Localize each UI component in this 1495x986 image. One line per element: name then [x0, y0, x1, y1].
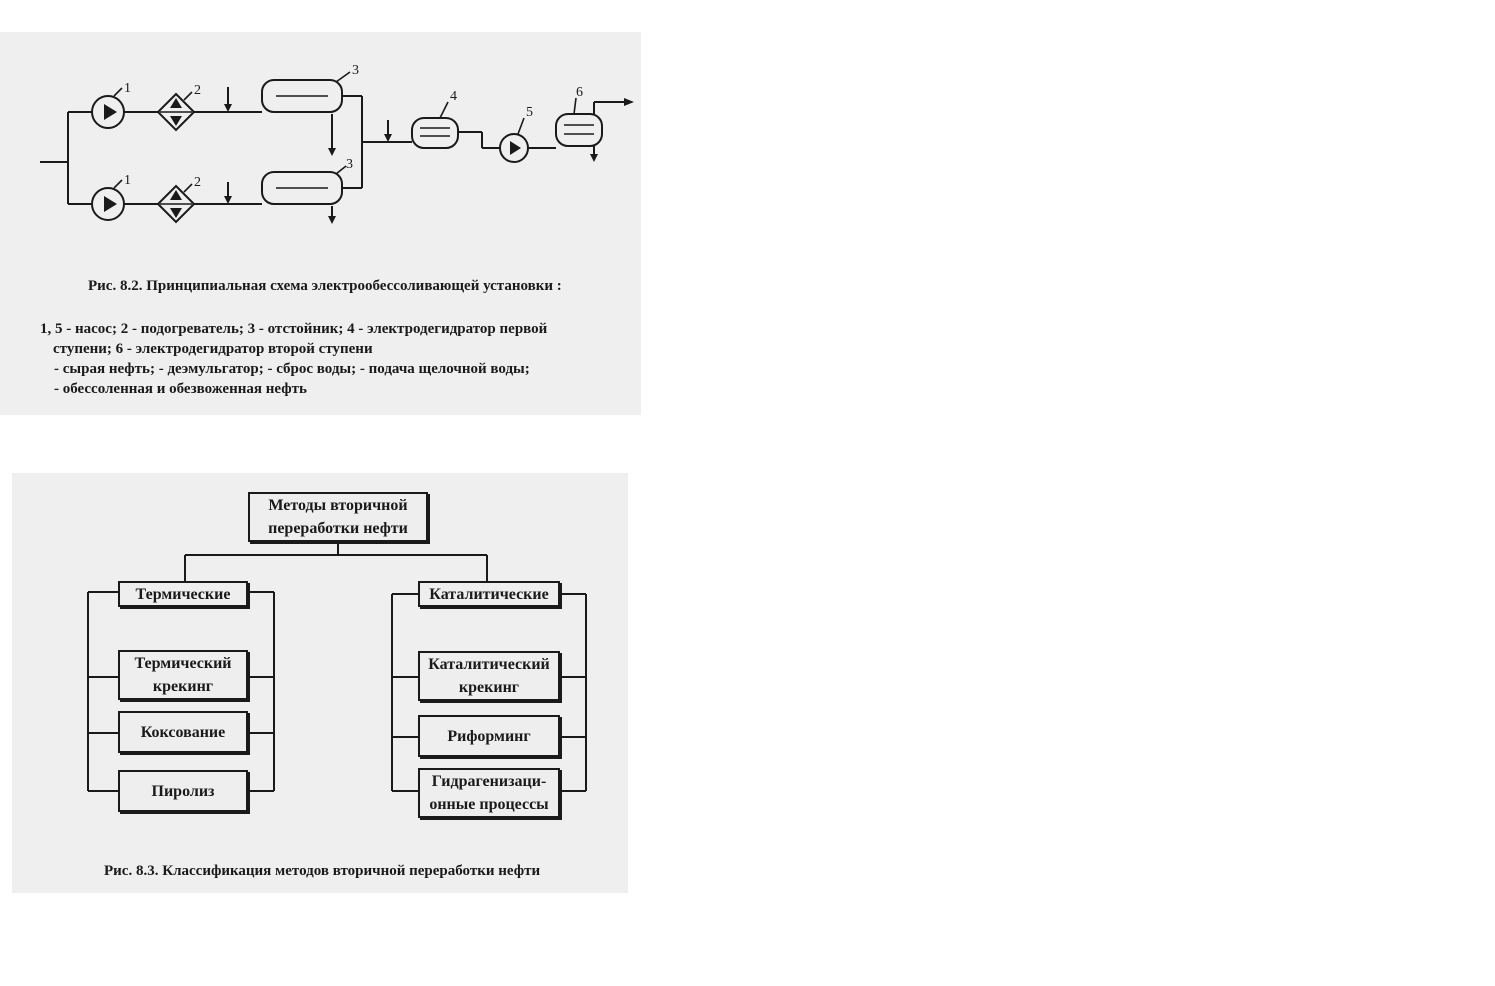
- catalytic-item-3: Гидрагенизаци- онные процессы: [418, 768, 560, 818]
- label-pump-bottom: 1: [124, 173, 131, 188]
- pump-bottom-icon: [92, 188, 124, 220]
- catalytic-item-2: Риформинг: [418, 715, 560, 757]
- heater-bottom-icon: [158, 186, 194, 222]
- label-settler-top: 3: [352, 63, 359, 78]
- figure-8-2: [0, 32, 641, 415]
- settler-top-icon: [262, 80, 342, 112]
- figure-caption: Рис. 8.3. Классификация методов вторичной переработки нефти: [104, 863, 541, 879]
- figure-8-3: [12, 473, 628, 893]
- label-heater-top: 2: [194, 83, 201, 98]
- thermic-item-1: Термический крекинг: [118, 650, 248, 700]
- label-dehydrator-2: 6: [576, 85, 583, 100]
- legend-line-4: - обессоленная и обезвоженная нефть: [54, 381, 307, 397]
- thermic-item-2: Коксование: [118, 711, 248, 753]
- label-settler-bottom: 3: [346, 157, 353, 172]
- figure-caption: Рис. 8.2. Принципиальная схема электрообессоливающей установки :: [88, 278, 562, 294]
- thermic-header: Термические: [118, 581, 248, 607]
- dehydrator-1-icon: [412, 118, 458, 148]
- legend-line-1: 1, 5 - насос; 2 - подогреватель; 3 - отстойник; 4 - электродегидратор первой: [40, 321, 548, 337]
- catalytic-header: Каталитические: [418, 581, 560, 607]
- root-node: Методы вторичной переработки нефти: [248, 492, 428, 542]
- label-dehydrator-1: 4: [450, 89, 457, 104]
- heater-top-icon: [158, 94, 194, 130]
- legend-line-2: ступени; 6 - электродегидратор второй ступени: [53, 341, 373, 357]
- legend-line-3: - сырая нефть; - деэмульгатор; - сброс воды; - подача щелочной воды;: [54, 361, 530, 377]
- dehydrator-2-icon: [556, 114, 602, 146]
- label-pump-5: 5: [526, 105, 533, 120]
- label-heater-bottom: 2: [194, 175, 201, 190]
- settler-bottom-icon: [262, 172, 342, 204]
- thermic-item-3: Пиролиз: [118, 770, 248, 812]
- pump-top-icon: [92, 96, 124, 128]
- label-pump-top: 1: [124, 81, 131, 96]
- catalytic-item-1: Каталитический крекинг: [418, 651, 560, 701]
- pump-5-icon: [500, 134, 528, 162]
